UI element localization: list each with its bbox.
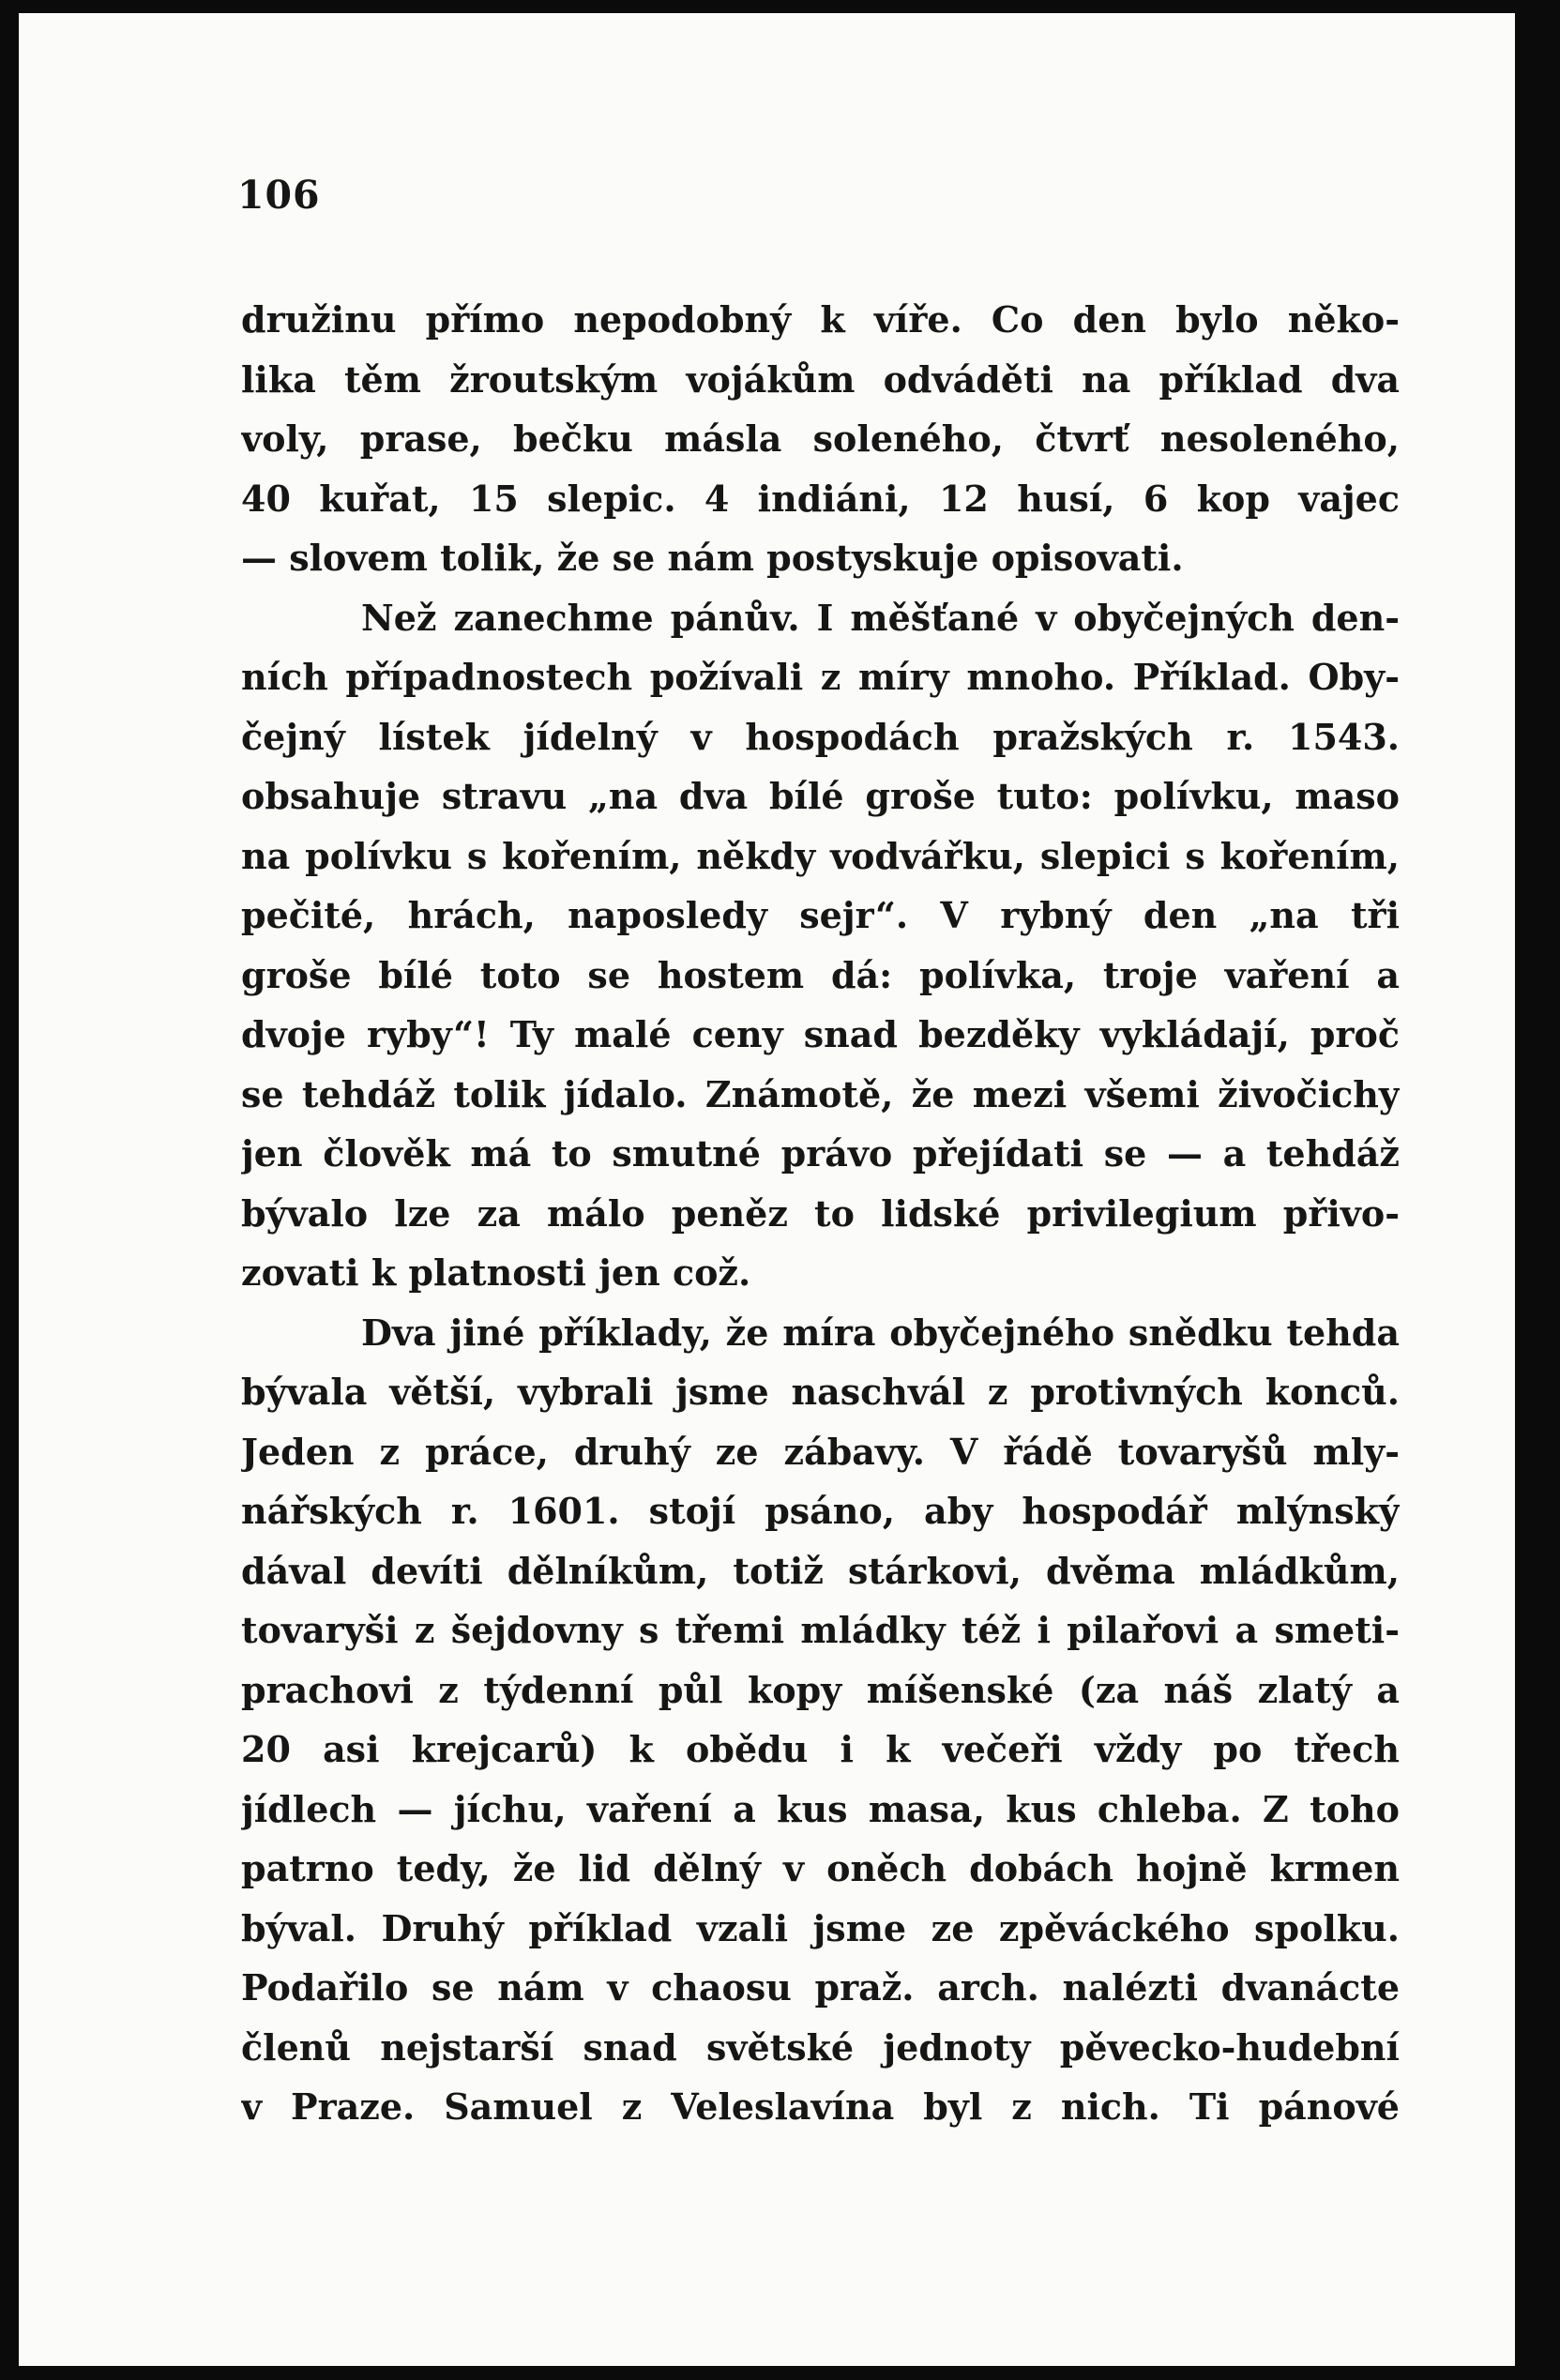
text-line: jen člověk má to smutné právo přejídati se — a tehdáž <box>241 1132 1400 1175</box>
text-line: patrno tedy, že lid dělný v oněch dobách hojně krmen <box>241 1847 1400 1889</box>
page-number: 106 <box>237 173 321 218</box>
text-line: dvoje ryby“! Ty malé ceny snad bezděky vykládají, proč <box>241 1013 1400 1055</box>
text-line: jídlech — jíchu, vaření a kus masa, kus chleba. Z toho <box>241 1787 1400 1830</box>
text-line: Jeden z práce, druhý ze zábavy. V řádě tovaryšů mly- <box>241 1430 1400 1473</box>
text-line: prachovi z týdenní půl kopy míšenské (za náš zlatý a <box>241 1668 1400 1711</box>
text-line: tovaryši z šejdovny s třemi mládky též i pilařovi a smeti- <box>241 1609 1400 1651</box>
text-line: nářských r. 1601. stojí psáno, aby hospodář mlýnský <box>241 1490 1400 1532</box>
text-line: zovati k platnosti jen což. <box>241 1251 751 1294</box>
text-line: 40 kuřat, 15 slepic. 4 indiáni, 12 husí, 6 kop vajec <box>241 477 1400 520</box>
text-line: Podařilo se nám v chaosu praž. arch. nalézti dvanácte <box>241 1966 1400 2009</box>
text-line: obsahuje stravu „na dva bílé groše tuto: polívku, maso <box>241 775 1400 817</box>
text-line: groše bílé toto se hostem dá: polívka, troje vaření a <box>241 953 1400 996</box>
text-line: bývala větší, vybrali jsme naschvál z protivných konců. <box>241 1371 1400 1413</box>
book-page <box>19 13 1515 2366</box>
text-line: býval. Druhý příklad vzali jsme ze zpěváckého spolku. <box>241 1906 1400 1949</box>
text-line: na polívku s kořením, někdy vodvářku, slepici s kořením, <box>241 834 1400 877</box>
text-line: bývalo lze za málo peněz to lidské privilegium přivo- <box>241 1191 1400 1235</box>
text-line: Než zanechme pánův. I měšťané v obyčejných den- <box>361 596 1400 639</box>
text-line: v Praze. Samuel z Veleslavína byl z nich. Ti pánové <box>241 2085 1400 2128</box>
text-line: se tehdáž tolik jídalo. Známotě, že mezi všemi živočichy <box>241 1072 1400 1115</box>
body-text <box>241 290 1400 2137</box>
text-line: ních případnostech požívali z míry mnoho. Příklad. Oby- <box>241 656 1400 698</box>
text-line: Dva jiné příklady, že míra obyčejného snědku tehda <box>361 1311 1400 1354</box>
text-line: družinu přímo nepodobný k víře. Co den bylo něko- <box>241 298 1400 341</box>
text-line: čejný lístek jídelný v hospodách pražských r. 1543. <box>241 715 1400 758</box>
text-line: — slovem tolik, že se nám postyskuje opisovati. <box>241 537 1184 579</box>
text-line: členů nejstarší snad světské jednoty pěvecko-hudební <box>241 2025 1400 2069</box>
text-line: voly, prase, bečku másla soleného, čtvrť nesoleného, <box>241 417 1400 460</box>
text-line: 20 asi krejcarů) k obědu i k večeři vždy po třech <box>241 1728 1400 1770</box>
text-line: dával devíti dělníkům, totiž stárkovi, dvěma mládkům, <box>241 1549 1400 1592</box>
text-line: lika těm žroutským vojákům odváděti na příklad dva <box>241 357 1400 401</box>
text-line: pečité, hrách, naposledy sejr“. V rybný den „na tři <box>241 894 1400 936</box>
